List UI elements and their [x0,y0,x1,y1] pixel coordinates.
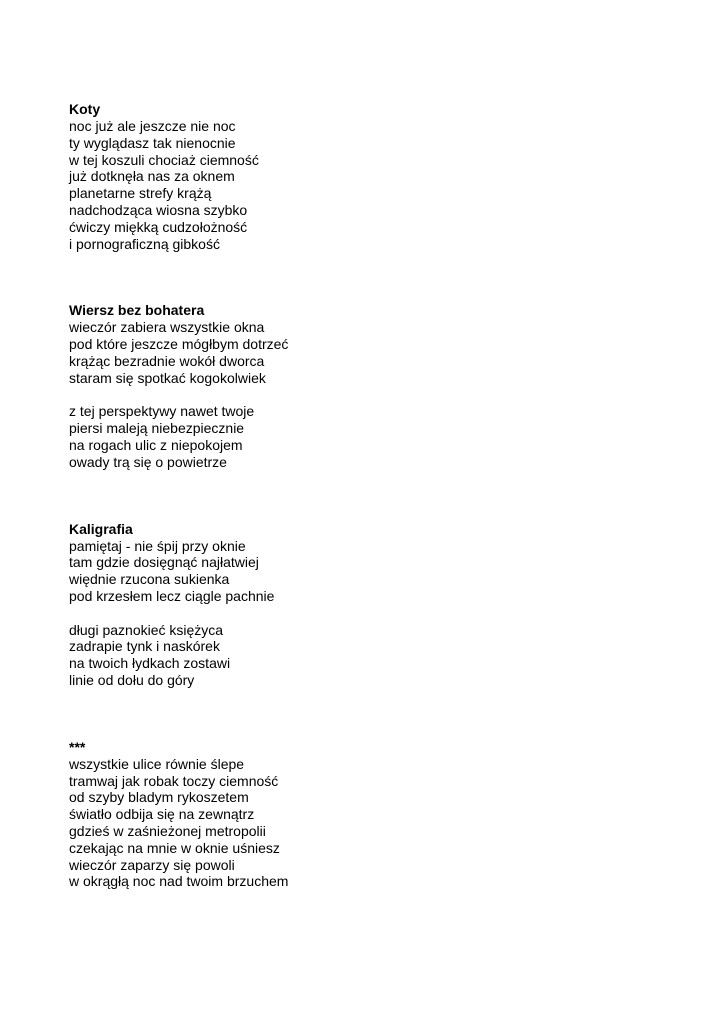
poem-line: staram się spotkać kogokolwiek [69,369,266,386]
poem-line: w tej koszuli chociaż ciemność [69,151,259,168]
poem-line: w okrągłą noc nad twoim brzuchem [69,873,289,890]
poem [69,101,669,252]
poem-line: pamiętaj - nie śpij przy oknie [69,537,246,554]
poem-line: wieczór zaparzy się powoli [69,856,235,873]
stanza-break [69,387,669,404]
poem-line: planetarne strefy krążą [69,185,212,202]
poem-line: noc już ale jeszcze nie noc [69,118,236,134]
stanza [69,118,669,252]
poem [69,521,669,689]
poem-line: światło odbija się na zewnątrz [69,806,255,823]
stanza-break [69,605,669,622]
poem-line: czekając na mnie w oknie uśniesz [69,839,280,856]
poem-line: wieczór zabiera wszystkie okna [69,319,265,336]
poem-line: ćwiczy miękką cudzołożność [69,218,248,235]
poem-line: ty wyglądasz tak nienocnie [69,134,236,151]
poem [69,739,669,890]
poem-line: tramwaj jak robak toczy ciemność [69,772,279,789]
poem-line: piersi maleją niebezpiecznie [69,420,245,437]
poem-line: już dotknęła nas za oknem [69,168,235,185]
poem-line: owady trą się o powietrze [69,453,227,470]
stanza [69,538,669,605]
poem-line: pod które jeszcze mógłbym dotrzeć [69,336,289,353]
poem-line: długi paznokieć księżyca [69,621,224,638]
poem-line: tam gdzie dosięgnąć najłatwiej [69,554,259,571]
poem [69,302,669,470]
poem-line: linie od dołu do góry [69,671,195,688]
poem-line: pod krzesłem lecz ciągle pachnie [69,587,275,604]
poem-line: od szyby bladym rykoszetem [69,789,249,806]
poem-line: na rogach ulic z niepokojem [69,436,243,453]
stanza [69,756,669,890]
poem-line: wszystkie ulice równie ślepe [69,755,245,772]
document-page [69,101,669,890]
poem-line: i pornograficzną gibkość [69,235,220,252]
stanza [69,403,669,470]
poem-line: na twoich łydkach zostawi [69,655,231,672]
poem-line: więdnie rzucona sukienka [69,571,230,588]
poem-title: *** [69,738,86,755]
poem-line: nadchodząca wiosna szybko [69,201,248,218]
poem-title: Wiersz bez bohatera [69,302,205,319]
poem-line: krążąc bezradnie wokół dworca [69,352,265,369]
poem-line: zadrapie tynk i naskórek [69,638,220,655]
poem-title: Kaligrafia [69,520,133,537]
poem-line: z tej perspektywy nawet twoje [69,403,255,420]
poem-line: gdzieś w zaśnieżonej metropolii [69,822,266,839]
stanza [69,319,669,386]
poem-title: Koty [69,101,101,117]
stanza [69,622,669,689]
